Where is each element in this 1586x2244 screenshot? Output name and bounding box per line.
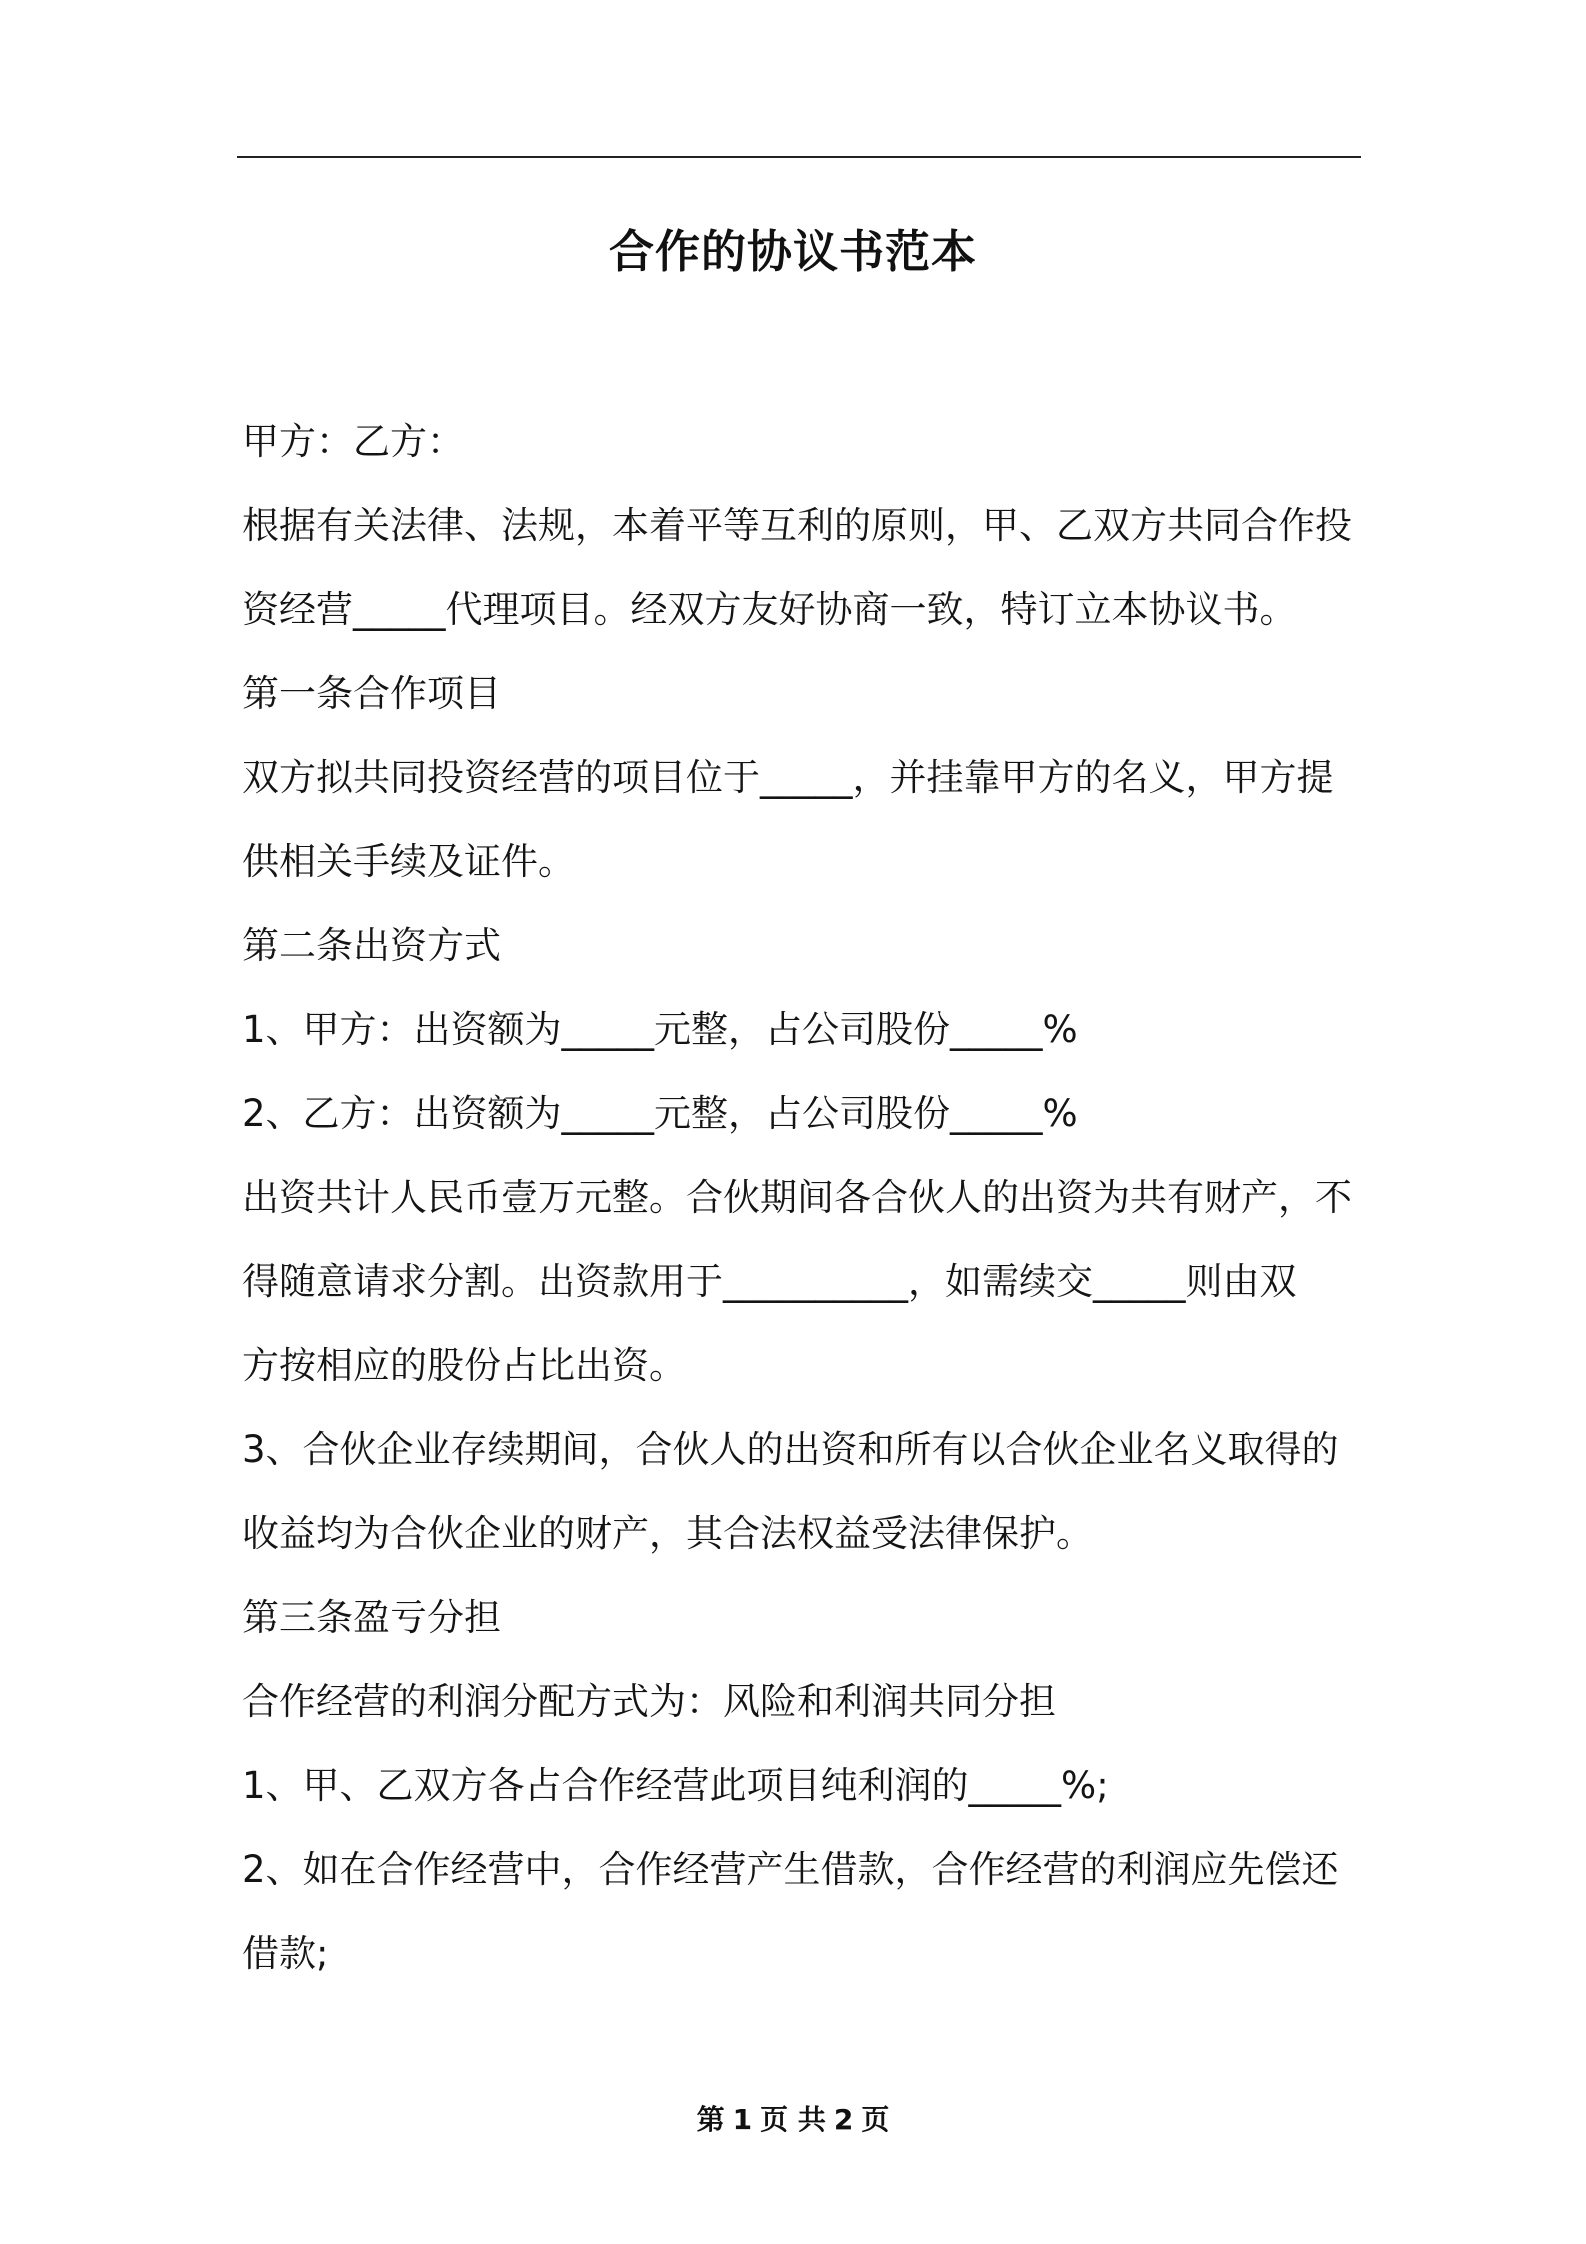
footer-page-number: 1 [732, 2103, 753, 2136]
paragraph-line: 资经营_____代理项目。经双方友好协商一致，特订立本协议书。 [242, 588, 1297, 631]
document-body [242, 400, 1362, 1996]
paragraph-line: 供相关手续及证件。 [242, 840, 575, 883]
header-rule [237, 156, 1361, 158]
footer-total-pages: 2 [833, 2103, 854, 2136]
section-heading: 第一条合作项目 [242, 672, 501, 715]
paragraph-line: 2、如在合作经营中，合作经营产生借款，合作经营的利润应先偿还 [242, 1848, 1339, 1891]
paragraph-line: 甲方：乙方： [242, 420, 464, 463]
paragraph-line: 方按相应的股份占比出资。 [242, 1344, 686, 1387]
paragraph-line: 根据有关法律、法规，本着平等互利的原则，甲、乙双方共同合作投 [242, 504, 1352, 547]
paragraph-line: 2、乙方：出资额为_____元整，占公司股份_____% [242, 1092, 1078, 1135]
paragraph-line: 双方拟共同投资经营的项目位于_____，并挂靠甲方的名义，甲方提 [242, 756, 1334, 799]
paragraph-line: 得随意请求分割。出资款用于__________，如需续交_____则由双 [242, 1260, 1297, 1303]
paragraph-line: 收益均为合伙企业的财产，其合法权益受法律保护。 [242, 1512, 1093, 1555]
document-title: 合作的协议书范本 [608, 225, 977, 278]
section-heading: 第三条盈亏分担 [242, 1596, 501, 1639]
footer-suffix: 页 [861, 2103, 890, 2136]
paragraph-line: 3、合伙企业存续期间，合伙人的出资和所有以合伙企业名义取得的 [242, 1428, 1339, 1471]
paragraph-line: 1、甲、乙双方各占合作经营此项目纯利润的_____%; [242, 1764, 1109, 1807]
paragraph-line: 1、甲方：出资额为_____元整，占公司股份_____% [242, 1008, 1078, 1051]
footer-middle: 页 共 [760, 2103, 826, 2136]
paragraph-line: 合作经营的利润分配方式为：风险和利润共同分担 [242, 1680, 1056, 1723]
paragraph-line: 出资共计人民币壹万元整。合伙期间各合伙人的出资为共有财产，不 [242, 1176, 1352, 1219]
paragraph-line: 借款; [242, 1932, 329, 1975]
page-footer [0, 2098, 1586, 2138]
section-heading: 第二条出资方式 [242, 924, 501, 967]
footer-prefix: 第 [696, 2103, 725, 2136]
